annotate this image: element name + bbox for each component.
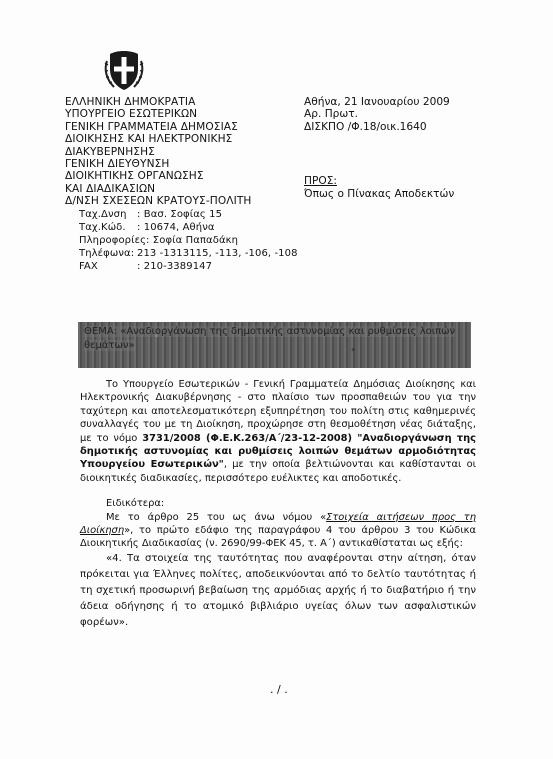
recipient-label: ΠΡΟΣ:: [304, 175, 337, 187]
sender-line: ΕΛΛΗΝΙΚΗ ΔΗΜΟΚΡΑΤΙΑ: [65, 96, 196, 108]
article-text-start: Με το άρθρο 25 του ως άνω νόμου «: [106, 511, 327, 523]
postcode-label: Ταχ.Κώδ.: [79, 221, 126, 233]
sender-block: [65, 96, 298, 273]
phone-numbers: [79, 247, 298, 260]
page-marker: . / .: [270, 683, 288, 696]
body-text: [80, 378, 476, 631]
document-date: Αθήνα, 21 Ιανουαρίου 2009: [304, 96, 450, 108]
recipient-block: [304, 175, 454, 201]
protocol-number: Αρ. Πρωτ.: [304, 108, 359, 121]
address-postcode: [79, 221, 298, 234]
sender-line: Δ/ΝΣΗ ΣΧΕΣΕΩΝ ΚΡΑΤΟΥΣ-ΠΟΛΙΤΗ: [65, 195, 252, 208]
paragraph-intro: [80, 378, 476, 485]
fax-number: [79, 260, 298, 273]
fax-value: : 210-3389147: [137, 260, 213, 272]
sender-line: ΚΑΙ ΔΙΑΔΙΚΑΣΙΩΝ: [65, 182, 156, 195]
sender-line: ΔΙΟΙΚΗΣΗΣ ΚΑΙ ΗΛΕΚΤΡΟΝΙΚΗΣ: [65, 133, 233, 146]
reference-code: ΔΙΣΚΠΟ /Φ.18/οικ.1640: [304, 120, 427, 133]
paragraph-quote: «4. Τα στοιχεία της ταυτότητας που αναφέρονται στην αίτηση, όταν πρόκειται για Έλληνες πολίτες, αποδεικνύονται από το δελτίο ταυτότητας ή τη σχετική προσωρινή βεβαίωση της αρμόδιας αρχής ή το διαβατήριο ή την άδεια οδήγησης ή το ατομικό βιβλιάριο υγείας όλων των ασφαλιστικών φορέων».: [80, 552, 476, 628]
contact-info: Πληροφορίες: Σοφία Παπαδάκη: [79, 234, 239, 246]
sender-line: ΔΙΟΙΚΗΤΙΚΗΣ ΟΡΓΑΝΩΣΗΣ: [65, 170, 204, 183]
article-title: Στοιχεία αιτήσεων προς τη Διοίκηση: [80, 511, 476, 537]
paragraph-article: [80, 511, 476, 551]
sender-line: ΔΙΑΚΥΒΕΡΝΗΣΗΣ: [65, 145, 155, 158]
sender-line: ΓΕΝΙΚΗ ΓΡΑΜΜΑΤΕΙΑ ΔΗΜΟΣΙΑΣ: [65, 120, 238, 133]
article-text-end: », το πρώτο εδάφιο της παραγράφου 4 του άρθρου 3 του Κώδικα Διοικητικής Διαδικασίας (ν. 2690/99-ΦΕΚ 45, τ. Α΄) αντικαθίσταται ως εξής:: [80, 525, 476, 550]
subject-band: [78, 322, 471, 368]
phone-label: Τηλέφωνα:: [79, 247, 135, 259]
specifically-heading: Ειδικότερα:: [106, 498, 165, 510]
address-street: [79, 208, 298, 221]
subject-text: ΘΕΜΑ: «Αναδιοργάνωση της δημοτικής αστυνομίας και ρυθμίσεις λοιπών θεμάτων»: [84, 326, 456, 351]
street-value: : Βασ. Σοφίας 15: [137, 208, 223, 220]
sender-line: ΥΠΟΥΡΓΕΙΟ ΕΣΩΤΕΡΙΚΩΝ: [65, 108, 198, 121]
coat-of-arms-icon: [104, 49, 144, 92]
recipient-value: Όπως ο Πίνακας Αποδεκτών: [304, 188, 455, 200]
intro-text: Το Υπουργείο Εσωτερικών - Γενική Γραμματεία Δημόσιας Διοίκησης και Ηλεκτρονικής Διακυβέρνησης - στο πλαίσιο των προσπαθειών του για την ταχύτερη και αποτελεσματικότερη εξυπηρέτηση του πολίτη στις καθημερινές συναλλαγές του με τη Διοίκηση, προχώρησε στη θεσμοθέτηση νέας διάταξης, με το νόμο: [80, 379, 476, 444]
sender-line: ΓΕΝΙΚΗ ΔΙΕΥΘΥΝΣΗ: [65, 158, 170, 171]
law-reference: 3731/2008 (Φ.Ε.Κ.263/Α΄/23-12-2008) "Αναδιοργάνωση της δημοτικής αστυνομίας και ρυθμίσεις λοιπών θεμάτων αρμοδιότητας Υπουργείου Εσωτερικών": [80, 432, 476, 471]
postcode-value: : 10674, Αθήνα: [137, 221, 215, 233]
fax-label: FAX: [79, 260, 98, 272]
intro-conclusion: , με την οποία βελτιώνονται και καθίστανται οι διοικητικές διαδικασίες, περισσότερο ευέλικτες και αποδοτικές.: [80, 459, 476, 484]
reference-block: [304, 96, 450, 133]
phone-value: 213 -1313115, -113, -106, -108: [137, 247, 298, 259]
street-label: Ταχ.Δνση: [79, 208, 127, 220]
